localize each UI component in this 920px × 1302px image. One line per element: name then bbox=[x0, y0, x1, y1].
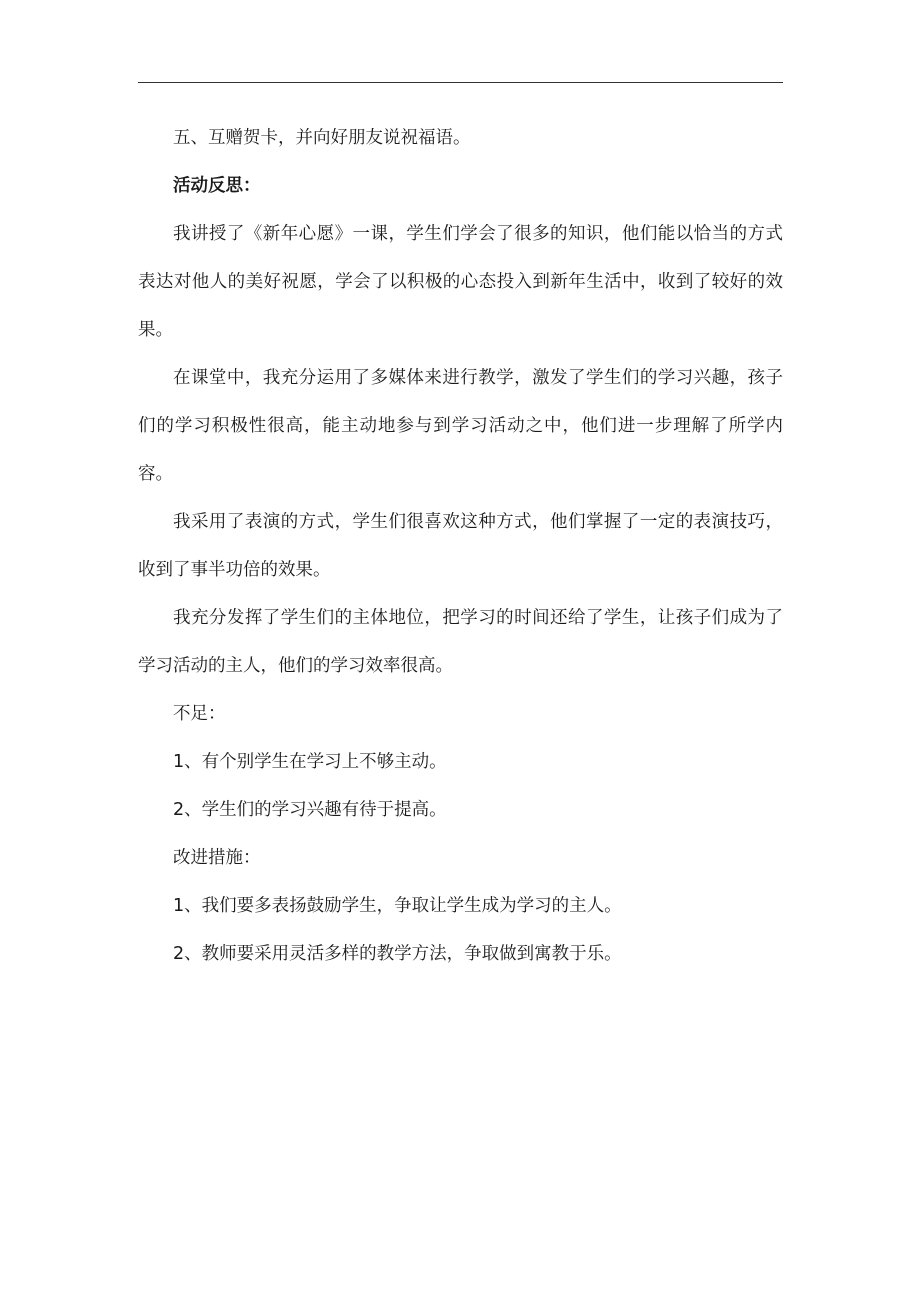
paragraph-step-five: 五、互赠贺卡，并向好朋友说祝福语。 bbox=[173, 128, 471, 148]
list-item-improvement-1: 1、我们要多表扬鼓励学生，争取让学生成为学习的主人。 bbox=[173, 896, 622, 916]
paragraph-reflection-2: 在课堂中，我充分运用了多媒体来进行教学，激发了学生们的学习兴趣，孩子们的学习积极性很高，能主动地参与到学习活动之中，他们进一步理解了所学内容。 bbox=[138, 368, 783, 484]
paragraph-reflection-3: 我采用了表演的方式，学生们很喜欢这种方式，他们掌握了一定的表演技巧，收到了事半功倍的效果。 bbox=[138, 512, 783, 580]
section-heading-shortcomings: 不足： bbox=[173, 704, 226, 724]
list-item-shortcoming-1: 1、有个别学生在学习上不够主动。 bbox=[173, 752, 447, 772]
paragraph-reflection-1: 我讲授了《新年心愿》一课，学生们学会了很多的知识，他们能以恰当的方式表达对他人的美好祝愿，学会了以积极的心态投入到新年生活中，收到了较好的效果。 bbox=[138, 224, 783, 340]
header-rule bbox=[138, 82, 783, 83]
section-heading-improvements: 改进措施： bbox=[173, 848, 261, 868]
list-item-improvement-2: 2、教师要采用灵活多样的教学方法，争取做到寓教于乐。 bbox=[173, 944, 622, 964]
section-heading-reflection: 活动反思： bbox=[173, 176, 261, 196]
document-body bbox=[138, 114, 783, 978]
list-item-shortcoming-2: 2、学生们的学习兴趣有待于提高。 bbox=[173, 800, 447, 820]
paragraph-reflection-4: 我充分发挥了学生们的主体地位，把学习的时间还给了学生，让孩子们成为了学习活动的主人，他们的学习效率很高。 bbox=[138, 608, 783, 676]
